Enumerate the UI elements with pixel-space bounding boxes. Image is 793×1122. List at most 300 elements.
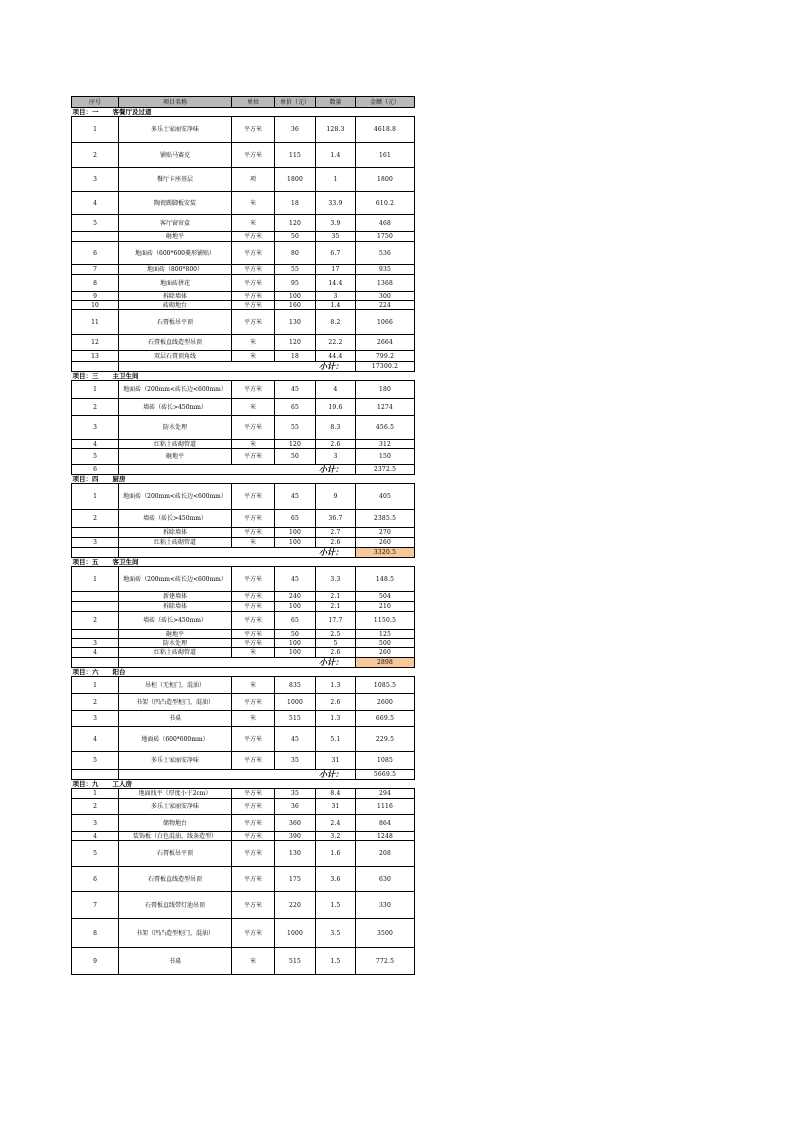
- unit-price-cell: 18: [275, 192, 316, 215]
- item-name-cell: 双层石膏顶角线: [119, 351, 232, 362]
- row-no-cell: 3: [72, 168, 119, 192]
- unit-price-cell: 45: [275, 381, 316, 399]
- table-row: [72, 639, 415, 648]
- table-row: [72, 232, 415, 242]
- amount-cell: 312: [356, 440, 415, 449]
- unit-price-cell: 80: [275, 242, 316, 265]
- item-name-cell: 地面砖（600*600菱形铺贴）: [119, 242, 232, 265]
- subtotal-row: [72, 548, 415, 558]
- item-name-cell: 拆除墙体: [119, 528, 232, 538]
- amount-cell: 1750: [356, 232, 415, 242]
- row-no-cell: 3: [72, 538, 119, 548]
- item-name-cell: 墙砖（砖长>450mm）: [119, 399, 232, 416]
- unit-price-cell: 55: [275, 416, 316, 440]
- item-name-cell: 餐厅卡座基层: [119, 168, 232, 192]
- unit-cell: 平方米: [232, 416, 275, 440]
- unit-price-cell: 115: [275, 143, 316, 168]
- unit-cell: 米: [232, 648, 275, 658]
- table-row: [72, 265, 415, 275]
- row-no-cell: 2: [72, 399, 119, 416]
- item-name-cell: 墙砖（砖长>450mm）: [119, 612, 232, 630]
- item-name-cell: 防水处理: [119, 416, 232, 440]
- subtotal-label: 小计：: [119, 548, 356, 558]
- table-row: [72, 275, 415, 292]
- section-header-row: [72, 475, 415, 484]
- unit-cell: 平方米: [232, 799, 275, 815]
- row-no-cell: 2: [72, 510, 119, 528]
- quantity-cell: 3.6: [316, 867, 356, 892]
- table-body: [72, 97, 415, 975]
- quantity-cell: 6.7: [316, 242, 356, 265]
- unit-price-cell: 1000: [275, 694, 316, 711]
- table-row: [72, 449, 415, 465]
- table-row: [72, 841, 415, 867]
- unit-price-cell: 100: [275, 538, 316, 548]
- section-title-cell: [72, 780, 415, 789]
- quantity-cell: 2.6: [316, 538, 356, 548]
- item-name-cell: 地面砖（800*800）: [119, 265, 232, 275]
- item-name-cell: 多乐士家丽安净味: [119, 752, 232, 770]
- section-title-cell: [72, 475, 415, 484]
- amount-cell: 799.2: [356, 351, 415, 362]
- quantity-cell: 44.4: [316, 351, 356, 362]
- amount-cell: 1248: [356, 832, 415, 841]
- amount-cell: 630: [356, 867, 415, 892]
- amount-cell: 1066: [356, 310, 415, 335]
- row-no-cell: 5: [72, 752, 119, 770]
- table-row: [72, 867, 415, 892]
- row-no-cell: 4: [72, 832, 119, 841]
- amount-cell: 229.5: [356, 727, 415, 752]
- header-cell-amount: 金额（元）: [356, 97, 415, 108]
- unit-price-cell: 36: [275, 799, 316, 815]
- amount-cell: 3500: [356, 919, 415, 948]
- amount-cell: 500: [356, 639, 415, 648]
- quantity-cell: 3: [316, 449, 356, 465]
- item-name-cell: 石膏板吊平顶: [119, 310, 232, 335]
- quantity-cell: 128.3: [316, 117, 356, 143]
- unit-cell: 米: [232, 948, 275, 975]
- section-title-cell: [72, 668, 415, 677]
- row-no-cell: 5: [72, 449, 119, 465]
- amount-cell: 1116: [356, 799, 415, 815]
- unit-price-cell: 835: [275, 677, 316, 694]
- unit-price-cell: 100: [275, 639, 316, 648]
- unit-cell: 项: [232, 168, 275, 192]
- quantity-cell: 4: [316, 381, 356, 399]
- row-no-cell: 10: [72, 301, 119, 310]
- unit-price-cell: 240: [275, 592, 316, 602]
- unit-price-cell: 18: [275, 351, 316, 362]
- amount-cell: 504: [356, 592, 415, 602]
- table-row: [72, 602, 415, 612]
- section-title: 项目：六: [72, 667, 99, 676]
- quantity-cell: 1: [316, 168, 356, 192]
- unit-price-cell: 45: [275, 727, 316, 752]
- quantity-cell: 33.9: [316, 192, 356, 215]
- unit-price-cell: 1000: [275, 919, 316, 948]
- item-name-cell: 石膏板吊平顶: [119, 841, 232, 867]
- table-row: [72, 892, 415, 919]
- row-no-cell: 4: [72, 440, 119, 449]
- unit-price-cell: 120: [275, 440, 316, 449]
- table-row: [72, 832, 415, 841]
- unit-cell: 平方米: [232, 592, 275, 602]
- subtotal-no-cell: [72, 658, 119, 668]
- item-name-cell: 吊柜（无柜门，混油）: [119, 677, 232, 694]
- header-row: [72, 97, 415, 108]
- quantity-cell: 3.3: [316, 567, 356, 592]
- subtotal-amount: 5669.5: [356, 770, 415, 780]
- unit-cell: 平方米: [232, 292, 275, 301]
- table-row: [72, 510, 415, 528]
- section-name: 工人房: [112, 779, 132, 788]
- unit-cell: 平方米: [232, 602, 275, 612]
- header-cell-price: 单价（元）: [275, 97, 316, 108]
- item-name-cell: 砸地平: [119, 232, 232, 242]
- amount-cell: 2664: [356, 335, 415, 351]
- quantity-cell: 1.4: [316, 301, 356, 310]
- quantity-cell: 3.9: [316, 215, 356, 232]
- section-name: 客餐厅及过道: [112, 107, 152, 116]
- unit-price-cell: 1800: [275, 168, 316, 192]
- row-no-cell: [72, 232, 119, 242]
- row-no-cell: 3: [72, 815, 119, 832]
- table-row: [72, 335, 415, 351]
- unit-cell: 米: [232, 440, 275, 449]
- table-row: [72, 694, 415, 711]
- amount-cell: 669.5: [356, 711, 415, 727]
- table-row: [72, 630, 415, 639]
- unit-cell: 平方米: [232, 484, 275, 510]
- quantity-cell: 2.4: [316, 815, 356, 832]
- unit-price-cell: 50: [275, 630, 316, 639]
- row-no-cell: 13: [72, 351, 119, 362]
- row-no-cell: 6: [72, 867, 119, 892]
- amount-cell: 260: [356, 648, 415, 658]
- unit-price-cell: 175: [275, 867, 316, 892]
- unit-price-cell: 120: [275, 335, 316, 351]
- row-no-cell: 8: [72, 919, 119, 948]
- amount-cell: 405: [356, 484, 415, 510]
- item-name-cell: 砖砌地台: [119, 301, 232, 310]
- unit-cell: 平方米: [232, 510, 275, 528]
- unit-price-cell: 55: [275, 265, 316, 275]
- row-no-cell: 3: [72, 639, 119, 648]
- section-header-row: [72, 372, 415, 381]
- item-name-cell: 书架（凹凸造型柜门，混油）: [119, 919, 232, 948]
- unit-price-cell: 130: [275, 841, 316, 867]
- unit-cell: 平方米: [232, 528, 275, 538]
- section-name: 厨房: [112, 474, 126, 483]
- table-row: [72, 677, 415, 694]
- subtotal-amount: 2372.5: [356, 465, 415, 475]
- section-header-row: [72, 558, 415, 567]
- header-cell-qty: 数量: [316, 97, 356, 108]
- unit-cell: 平方米: [232, 694, 275, 711]
- unit-cell: 平方米: [232, 567, 275, 592]
- quantity-cell: 2.6: [316, 440, 356, 449]
- item-name-cell: 防水处理: [119, 639, 232, 648]
- table-row: [72, 711, 415, 727]
- subtotal-row: [72, 465, 415, 475]
- amount-cell: 1085.5: [356, 677, 415, 694]
- quantity-cell: 2.6: [316, 694, 356, 711]
- quantity-cell: 2.1: [316, 592, 356, 602]
- section-title: 项目：五: [72, 557, 99, 566]
- unit-price-cell: 100: [275, 648, 316, 658]
- row-no-cell: [72, 602, 119, 612]
- unit-cell: 平方米: [232, 449, 275, 465]
- section-title: 项目：四: [72, 474, 99, 483]
- quantity-cell: 1.5: [316, 892, 356, 919]
- unit-price-cell: 95: [275, 275, 316, 292]
- section-header-row: [72, 668, 415, 677]
- item-name-cell: 墙砖（砖长>450mm）: [119, 510, 232, 528]
- item-name-cell: 地面砖（200mm<砖长边<600mm）: [119, 567, 232, 592]
- item-name-cell: 装饰板（白色混油，线条造型）: [119, 832, 232, 841]
- unit-cell: 平方米: [232, 275, 275, 292]
- unit-cell: 平方米: [232, 310, 275, 335]
- amount-cell: 1368: [356, 275, 415, 292]
- unit-price-cell: 360: [275, 815, 316, 832]
- item-name-cell: 多乐士家丽安净味: [119, 799, 232, 815]
- quantity-cell: 1.6: [316, 841, 356, 867]
- unit-cell: 米: [232, 538, 275, 548]
- item-name-cell: 书桌: [119, 711, 232, 727]
- amount-cell: 1150.5: [356, 612, 415, 630]
- section-title-cell: [72, 372, 415, 381]
- amount-cell: 224: [356, 301, 415, 310]
- quantity-cell: 1.3: [316, 677, 356, 694]
- row-no-cell: 2: [72, 143, 119, 168]
- unit-price-cell: 65: [275, 510, 316, 528]
- item-name-cell: 地面砖（600*600mm）: [119, 727, 232, 752]
- unit-cell: 平方米: [232, 265, 275, 275]
- amount-cell: 161: [356, 143, 415, 168]
- row-no-cell: 2: [72, 694, 119, 711]
- row-no-cell: 7: [72, 892, 119, 919]
- table-row: [72, 484, 415, 510]
- subtotal-row: [72, 362, 415, 372]
- table-row: [72, 567, 415, 592]
- quantity-cell: 5: [316, 639, 356, 648]
- unit-price-cell: 220: [275, 892, 316, 919]
- subtotal-amount: 17300.2: [356, 362, 415, 372]
- section-title: 项目：三: [72, 371, 99, 380]
- subtotal-amount: 2898: [356, 658, 415, 668]
- row-no-cell: 1: [72, 381, 119, 399]
- unit-cell: 平方米: [232, 867, 275, 892]
- quantity-cell: 5.1: [316, 727, 356, 752]
- item-name-cell: 石膏板直线造型吊顶: [119, 335, 232, 351]
- amount-cell: 148.5: [356, 567, 415, 592]
- amount-cell: 300: [356, 292, 415, 301]
- quotation-sheet: [71, 96, 414, 975]
- unit-cell: 平方米: [232, 612, 275, 630]
- quantity-cell: 36.7: [316, 510, 356, 528]
- quantity-cell: 1.3: [316, 711, 356, 727]
- header-cell-name: 项目名称: [119, 97, 232, 108]
- row-no-cell: 8: [72, 275, 119, 292]
- table-row: [72, 143, 415, 168]
- section-name: 客卫生间: [112, 557, 139, 566]
- section-header-row: [72, 780, 415, 789]
- table-row: [72, 168, 415, 192]
- row-no-cell: 1: [72, 567, 119, 592]
- unit-cell: 米: [232, 677, 275, 694]
- item-name-cell: 陶瓷踢脚板安装: [119, 192, 232, 215]
- unit-cell: 平方米: [232, 143, 275, 168]
- table-row: [72, 815, 415, 832]
- amount-cell: 150: [356, 449, 415, 465]
- row-no-cell: 1: [72, 484, 119, 510]
- amount-cell: 180: [356, 381, 415, 399]
- item-name-cell: 铺贴马赛克: [119, 143, 232, 168]
- subtotal-row: [72, 658, 415, 668]
- item-name-cell: 红粘土砖砌管道: [119, 648, 232, 658]
- unit-cell: 平方米: [232, 841, 275, 867]
- amount-cell: 1085: [356, 752, 415, 770]
- unit-price-cell: 100: [275, 602, 316, 612]
- table-row: [72, 301, 415, 310]
- subtotal-no-cell: [72, 548, 119, 558]
- item-name-cell: 砸地平: [119, 449, 232, 465]
- table-row: [72, 416, 415, 440]
- unit-cell: 平方米: [232, 727, 275, 752]
- unit-price-cell: 515: [275, 711, 316, 727]
- quantity-cell: 3.2: [316, 832, 356, 841]
- unit-cell: 米: [232, 215, 275, 232]
- row-no-cell: 3: [72, 711, 119, 727]
- section-name: 阳台: [112, 667, 126, 676]
- item-name-cell: 红粘土砖砌管道: [119, 440, 232, 449]
- row-no-cell: 1: [72, 117, 119, 143]
- header-cell-no: 序号: [72, 97, 119, 108]
- unit-cell: 平方米: [232, 639, 275, 648]
- unit-cell: 平方米: [232, 630, 275, 639]
- unit-cell: 平方米: [232, 242, 275, 265]
- row-no-cell: 2: [72, 612, 119, 630]
- quantity-cell: 1.5: [316, 948, 356, 975]
- unit-cell: 平方米: [232, 381, 275, 399]
- table-row: [72, 789, 415, 799]
- amount-cell: 330: [356, 892, 415, 919]
- amount-cell: 4618.8: [356, 117, 415, 143]
- quantity-cell: 3.5: [316, 919, 356, 948]
- unit-price-cell: 130: [275, 310, 316, 335]
- quantity-cell: 2.5: [316, 630, 356, 639]
- item-name-cell: 多乐士家丽安净味: [119, 117, 232, 143]
- quantity-cell: 2.6: [316, 648, 356, 658]
- unit-cell: 平方米: [232, 752, 275, 770]
- row-no-cell: 4: [72, 648, 119, 658]
- unit-cell: 米: [232, 192, 275, 215]
- unit-cell: 平方米: [232, 301, 275, 310]
- subtotal-label: 小计：: [119, 362, 356, 372]
- item-name-cell: 地面找平（厚度小于2cm）: [119, 789, 232, 799]
- unit-price-cell: 120: [275, 215, 316, 232]
- row-no-cell: 7: [72, 265, 119, 275]
- item-name-cell: 书架（凹凸造型柜门，混油）: [119, 694, 232, 711]
- row-no-cell: [72, 528, 119, 538]
- table-row: [72, 528, 415, 538]
- section-title: 项目：一: [72, 107, 99, 116]
- unit-price-cell: 100: [275, 528, 316, 538]
- quantity-cell: 19.6: [316, 399, 356, 416]
- table-row: [72, 399, 415, 416]
- unit-price-cell: 36: [275, 117, 316, 143]
- item-name-cell: 地面砖拼花: [119, 275, 232, 292]
- table-row: [72, 752, 415, 770]
- unit-price-cell: 390: [275, 832, 316, 841]
- subtotal-no-cell: [72, 770, 119, 780]
- table-row: [72, 310, 415, 335]
- unit-price-cell: 65: [275, 612, 316, 630]
- quantity-cell: 17: [316, 265, 356, 275]
- quantity-cell: 2.7: [316, 528, 356, 538]
- table-row: [72, 799, 415, 815]
- unit-price-cell: 515: [275, 948, 316, 975]
- amount-cell: 1800: [356, 168, 415, 192]
- quantity-cell: 17.7: [316, 612, 356, 630]
- row-no-cell: 9: [72, 292, 119, 301]
- amount-cell: 2600: [356, 694, 415, 711]
- table-row: [72, 727, 415, 752]
- unit-cell: 平方米: [232, 815, 275, 832]
- table-row: [72, 648, 415, 658]
- subtotal-amount: 3320.5: [356, 548, 415, 558]
- table-row: [72, 440, 415, 449]
- amount-cell: 2385.5: [356, 510, 415, 528]
- amount-cell: 260: [356, 538, 415, 548]
- table-row: [72, 612, 415, 630]
- quantity-cell: 8.2: [316, 310, 356, 335]
- row-no-cell: 5: [72, 215, 119, 232]
- section-title: 项目：九: [72, 779, 99, 788]
- section-title-cell: [72, 108, 415, 117]
- row-no-cell: [72, 592, 119, 602]
- row-no-cell: 3: [72, 416, 119, 440]
- table-row: [72, 215, 415, 232]
- unit-price-cell: 45: [275, 567, 316, 592]
- amount-cell: 536: [356, 242, 415, 265]
- amount-cell: 210: [356, 602, 415, 612]
- row-no-cell: 2: [72, 799, 119, 815]
- table-row: [72, 242, 415, 265]
- amount-cell: 456.5: [356, 416, 415, 440]
- amount-cell: 864: [356, 815, 415, 832]
- row-no-cell: 4: [72, 727, 119, 752]
- section-title-cell: [72, 558, 415, 567]
- amount-cell: 294: [356, 789, 415, 799]
- subtotal-row: [72, 770, 415, 780]
- row-no-cell: 5: [72, 841, 119, 867]
- unit-cell: 平方米: [232, 892, 275, 919]
- amount-cell: 772.5: [356, 948, 415, 975]
- row-no-cell: 1: [72, 677, 119, 694]
- row-no-cell: 1: [72, 789, 119, 799]
- unit-price-cell: 35: [275, 752, 316, 770]
- row-no-cell: [72, 630, 119, 639]
- item-name-cell: 拆除墙体: [119, 292, 232, 301]
- unit-cell: 平方米: [232, 117, 275, 143]
- item-name-cell: 地面砖（200mm<砖长边<600mm）: [119, 484, 232, 510]
- unit-cell: 米: [232, 351, 275, 362]
- table-row: [72, 592, 415, 602]
- table-row: [72, 192, 415, 215]
- subtotal-no-cell: [72, 362, 119, 372]
